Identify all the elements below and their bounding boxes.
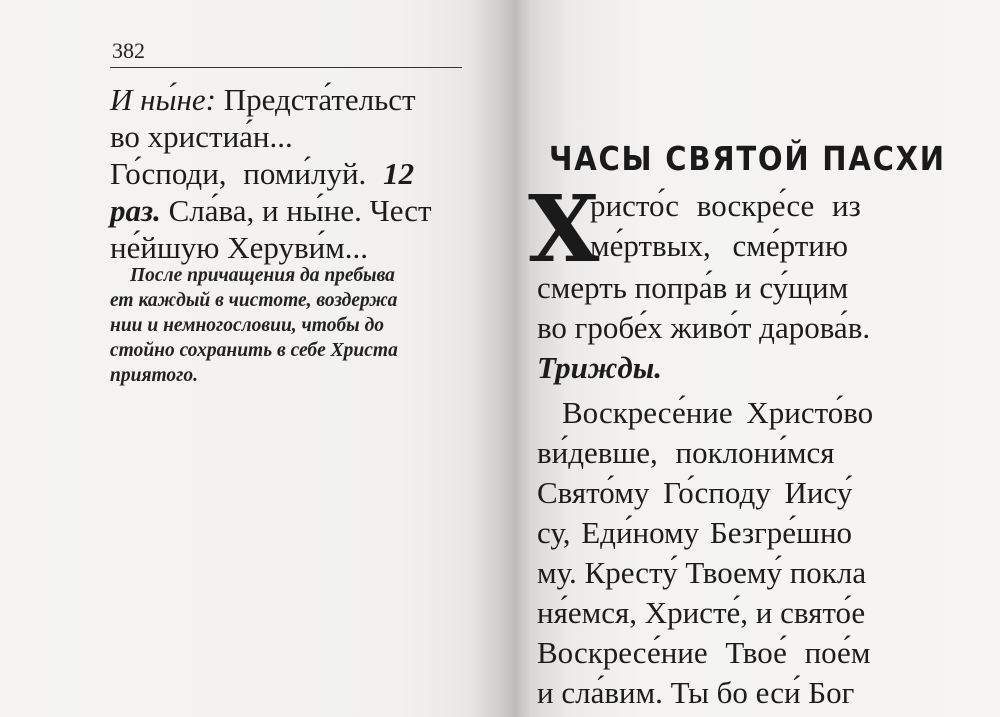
section-heading: ЧАСЫ СВЯТОЙ ПАСХИ xyxy=(549,139,946,178)
rubric-line: нии и немногословии, чтобы до xyxy=(110,315,385,336)
text-line: су, Еди́ному Безгре́шно xyxy=(537,515,853,550)
text-line: и сла́вим. Ты бо еси́ Бог xyxy=(537,675,855,710)
text-line: смерть попра́в и су́щим xyxy=(537,270,849,305)
text-bold: раз. xyxy=(110,193,169,228)
rubric-line: стойно сохранить в себе Христа xyxy=(110,340,398,361)
text-line: ви́девше, поклони́мся xyxy=(537,435,835,470)
text-regular: Сла́ва, и ны́не. Чест xyxy=(168,193,432,228)
rubric-line: ет каждый в чистоте, воздержа xyxy=(110,290,398,311)
text-regular: Го́споди, поми́луй. xyxy=(110,156,384,191)
text-italic: И ны́не: xyxy=(110,82,224,117)
text-line: Воскресе́ние Христо́во xyxy=(562,395,874,430)
text-line: му. Кресту́ Твоему́ покла xyxy=(537,555,867,590)
text-line: Трижды. xyxy=(537,350,663,385)
text-bold: 12 xyxy=(383,156,415,191)
rubric-line: приятого. xyxy=(110,365,198,386)
text-line xyxy=(110,80,465,120)
text-line: ня́емся, Христе́, и свято́е xyxy=(537,595,866,630)
text-line: ме́ртвых, сме́ртию xyxy=(590,228,849,263)
rubric-line: После причащения да пребыва xyxy=(130,265,395,286)
text-line: ристо́с воскре́се из xyxy=(590,188,861,223)
text-line xyxy=(110,154,465,194)
header-rule xyxy=(110,67,462,68)
text-regular: Предста́тельст xyxy=(223,82,416,117)
text-line: Свято́му Го́споду Иису́ xyxy=(537,475,853,510)
page-number: 382 xyxy=(112,38,145,63)
drop-cap: Х xyxy=(528,175,600,283)
text-line: во гробе́х живо́т дарова́в. xyxy=(537,310,871,345)
text-line xyxy=(110,191,465,231)
text-line: во христиа́н... xyxy=(110,119,293,154)
text-line: Воскресе́ние Твое́ пое́м xyxy=(537,635,871,670)
text-line: не́йшую Херуви́м... xyxy=(110,230,369,265)
